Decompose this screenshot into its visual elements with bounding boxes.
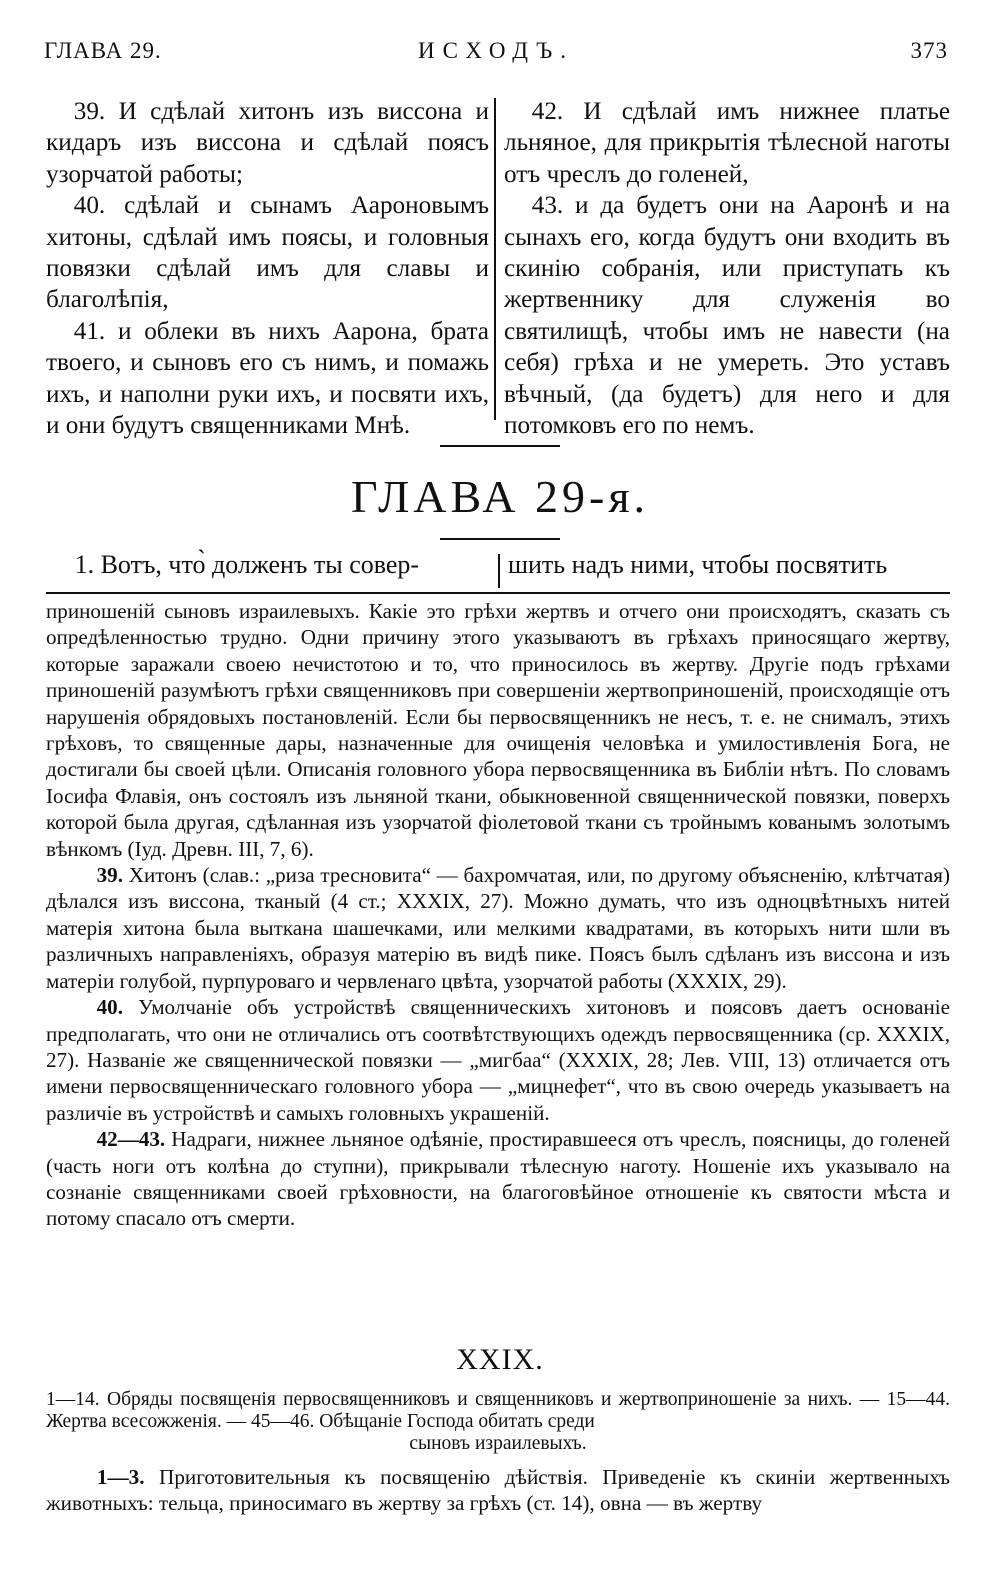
running-header bbox=[44, 38, 948, 72]
commentary-rule bbox=[46, 592, 950, 594]
commentary-ref: 40. bbox=[96, 995, 123, 1020]
verse-43: 43. и да будетъ они на Ааронѣ и на сынахъ его, когда будутъ они входить въ скинію собранія, или приступать къ жертвеннику для служенія во святилищѣ, чтобы имъ не навести (на себя) грѣха и не умереть. Это уставъ вѣчный, (да будетъ) для него и для потомковъ его по немъ. bbox=[504, 192, 950, 440]
commentary-text: Приготовительныя къ посвященію дѣйствія. Приведеніе къ скиніи жертвенныхъ животныхъ: тельца, приносимаго въ жертву за грѣхъ (ст. 14), овна — въ жертву bbox=[46, 1465, 950, 1516]
commentary-text: Надраги, нижнее льняное одѣяніе, простиравшееся отъ чреслъ, поясницы, до голеней (часть ноги отъ колѣна до ступни), прикрывали тѣлесную наготу. Ношеніе ихъ указывало на сознаніе священниками своей грѣховности, на благоговѣйное отношеніе къ святости мѣста и потому спасало отъ смерти. bbox=[46, 1127, 950, 1231]
commentary-ref: 42—43. bbox=[96, 1127, 166, 1152]
section-summary bbox=[46, 1389, 950, 1455]
scripture-columns bbox=[46, 96, 950, 440]
rule-above-title bbox=[440, 445, 560, 447]
scripture-column-left bbox=[46, 96, 489, 441]
commentary-paragraph: приношеній сыновъ израилевыхъ. Какіе это грѣхи жертвъ и отчего они происходятъ, сказать съ опредѣленностью трудно. Одни причину этого указываютъ въ грѣхахъ приносящаго жертву, которые заражали своею нечистотою и то, что приносилось въ жертву. Другіе подъ грѣхами приношеній разумѣютъ грѣхи священниковъ при совершеніи жертвоприношеній, происходящіе отъ нарушенія обрядовыхъ постановленій. Если бы первосвященникъ не несъ, т. е. не снималъ, этихъ грѣховъ, то священные дары, назначенные для очищенія человѣка и умилостивленія Бога, не достигали бы своей цѣли. Описанія головного убора первосвященника въ Библіи нѣтъ. По словамъ Іосифа Флавія, онъ состоялъ изъ льняной ткани, обыкновенной священнической повязки, поверхъ которой была другая, сдѣланная изъ узорчатой фіолетовой ткани съ тройнымъ кованымъ золотымъ вѣнкомъ (Іуд. Древн. III, 7, 6). bbox=[46, 599, 950, 861]
verse-41: 41. и облеки въ нихъ Аарона, брата твоего, и сыновъ его съ нимъ, и помажь ихъ, и наполни руки ихъ, и посвяти ихъ, и они будутъ священниками Мнѣ. bbox=[46, 317, 489, 440]
header-chapter: ГЛАВА 29. bbox=[44, 38, 162, 63]
verse-40: 40. сдѣлай и сынамъ Аароновымъ хитоны, сдѣлай имъ поясы, и головныя повязки сдѣлай имъ для славы и благолѣпія, bbox=[46, 192, 489, 314]
verse-1 bbox=[46, 550, 950, 590]
commentary-paragraph-42-43 bbox=[46, 1126, 950, 1232]
scripture-column-right bbox=[504, 96, 950, 441]
section-summary-last-line: сыновъ израилевыхъ. bbox=[409, 1433, 587, 1454]
verse-39: 39. И сдѣлай хитонъ изъ виссона и кидаръ изъ виссона и сдѣлай поясъ узорчатой работы; bbox=[46, 98, 489, 188]
commentary bbox=[46, 598, 950, 1232]
header-book-title: ИСХОДЪ. bbox=[418, 38, 574, 63]
verse-1-left: 1. Вотъ, что̀ долженъ ты совер- bbox=[74, 550, 420, 579]
verse-42: 42. И сдѣлай имъ нижнее платье льняное, для прикрытія тѣлесной наготы отъ чреслъ до голеней, bbox=[504, 98, 950, 188]
rule-below-title bbox=[440, 538, 560, 540]
section-summary-text: 1—14. Обряды посвященія первосвященниковъ и священниковъ и жертвоприношеніе за нихъ. — 15—44. Жертва всесожженія. — 45—46. Обѣщаніе Господа обитать среди bbox=[46, 1389, 950, 1432]
section-title: XXIX. bbox=[456, 1343, 544, 1376]
header-page-number: 373 bbox=[910, 38, 948, 63]
commentary-ref: 39. bbox=[96, 863, 123, 888]
verse-1-right: шить надъ ними, чтобы посвятить bbox=[508, 550, 888, 579]
commentary-ref: 1—3. bbox=[96, 1465, 145, 1489]
commentary-paragraph-39 bbox=[46, 862, 950, 994]
chapter-title: ГЛАВА 29-я. bbox=[350, 471, 650, 522]
final-commentary bbox=[46, 1464, 950, 1517]
verse-1-divider bbox=[498, 554, 500, 588]
column-divider bbox=[494, 98, 496, 420]
commentary-text: Умолчаніе объ устройствѣ священническихъ хитоновъ и поясовъ даетъ основаніе предполагать, что они не отличались отъ соотвѣтствующихъ одеждъ первосвященника (ср. XXXIX, 27). Названіе же священнической повязки — „мигбаа“ (XXXIX, 28; Лев. VIII, 13) отличается отъ имени первосвященническаго головного убора — „мицнефет“, что въ свою очередь указываетъ на различіе въ устройствѣ и самыхъ головныхъ украшеній. bbox=[46, 995, 950, 1125]
commentary-text: Хитонъ (слав.: „риза тресновита“ — бахромчатая, или, по другому объясненію, клѣтчатая) дѣлался изъ виссона, тканый (4 ст.; XXXIX, 27). Можно думать, что изъ одноцвѣтныхъ нитей матерія хитона была выткана шашечками, или мелкими квадратами, въ которыхъ нити шли въ различныхъ направленіяхъ, образуя матерію въ видѣ пике. Поясъ былъ сдѣланъ изъ виссона и изъ матеріи голубой, пурпуроваго и червленаго цвѣта, узорчатой работы (XXXIX, 29). bbox=[46, 863, 950, 993]
commentary-paragraph-40 bbox=[46, 994, 950, 1126]
commentary-paragraph-1-3 bbox=[46, 1464, 950, 1517]
